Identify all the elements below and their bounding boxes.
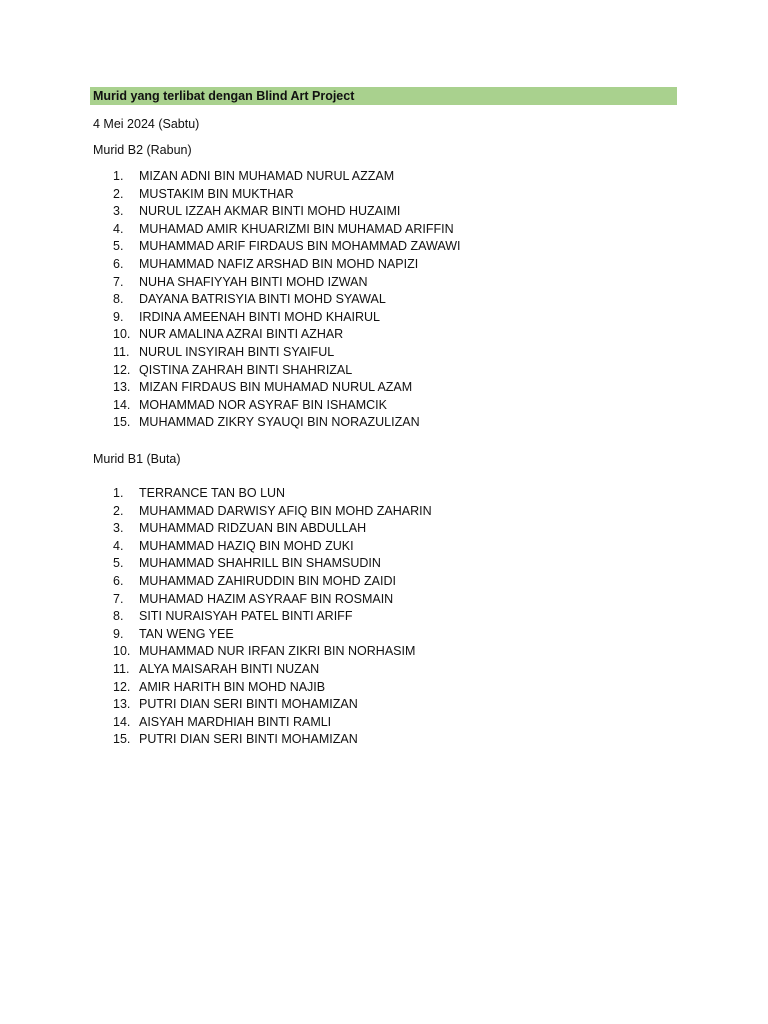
student-name: MUHAMMAD HAZIQ BIN MOHD ZUKI	[139, 538, 354, 553]
item-number: 15.	[113, 732, 131, 747]
item-number: 2.	[113, 503, 124, 518]
item-number: 15.	[113, 415, 131, 430]
student-name: SITI NURAISYAH PATEL BINTI ARIFF	[139, 609, 353, 624]
item-number: 9.	[113, 626, 124, 641]
item-number: 1.	[113, 486, 124, 500]
student-name: NURUL INSYIRAH BINTI SYAIFUL	[139, 344, 335, 359]
item-number: 6.	[113, 573, 124, 588]
student-name: MIZAN ADNI BIN MUHAMAD NURUL AZZAM	[139, 169, 395, 183]
item-number: 10.	[113, 327, 131, 342]
item-number: 10.	[113, 644, 131, 659]
item-number: 13.	[113, 697, 131, 712]
item-number: 11.	[113, 661, 130, 676]
title-highlight	[90, 87, 677, 105]
group-heading-b1: Murid B1 (Buta)	[93, 452, 181, 466]
item-number: 6.	[113, 256, 124, 271]
item-number: 9.	[113, 309, 124, 324]
item-number: 3.	[113, 521, 124, 536]
student-name: NURUL IZZAH AKMAR BINTI MOHD HUZAIMI	[139, 204, 401, 219]
item-number: 4.	[113, 221, 124, 236]
student-name: NUHA SHAFIYYAH BINTI MOHD IZWAN	[139, 274, 368, 289]
item-number: 2.	[113, 186, 124, 201]
student-name: TERRANCE TAN BO LUN	[139, 486, 286, 500]
item-number: 8.	[113, 609, 124, 624]
item-number: 12.	[113, 362, 131, 377]
student-name: ALYA MAISARAH BINTI NUZAN	[139, 661, 320, 676]
student-name: NUR AMALINA AZRAI BINTI AZHAR	[139, 327, 344, 342]
student-name: AMIR HARITH BIN MOHD NAJIB	[139, 679, 326, 694]
student-name: MUHAMMAD ZAHIRUDDIN BIN MOHD ZAIDI	[139, 573, 396, 588]
student-name: MUHAMMAD DARWISY AFIQ BIN MOHD ZAHARIN	[139, 503, 432, 518]
item-number: 14.	[113, 714, 131, 729]
student-name: MIZAN FIRDAUS BIN MUHAMAD NURUL AZAM	[139, 380, 413, 395]
item-number: 14.	[113, 397, 131, 412]
student-name: IRDINA AMEENAH BINTI MOHD KHAIRUL	[139, 309, 381, 324]
student-name: MUHAMMAD RIDZUAN BIN ABDULLAH	[139, 521, 367, 536]
item-number: 7.	[113, 591, 124, 606]
item-number: 11.	[113, 344, 130, 359]
item-number: 1.	[113, 169, 124, 183]
item-number: 7.	[113, 274, 124, 289]
student-name: MOHAMMAD NOR ASYRAF BIN ISHAMCIK	[139, 397, 387, 412]
item-number: 8.	[113, 292, 124, 307]
event-date: 4 Mei 2024 (Sabtu)	[93, 117, 200, 131]
student-name: MUHAMMAD ZIKRY SYAUQI BIN NORAZULIZAN	[139, 415, 420, 430]
item-number: 5.	[113, 556, 124, 571]
item-number: 13.	[113, 380, 131, 395]
student-name: MUHAMMAD NAFIZ ARSHAD BIN MOHD NAPIZI	[139, 256, 419, 271]
group-heading-b2: Murid B2 (Rabun)	[93, 143, 192, 157]
student-name: AISYAH MARDHIAH BINTI RAMLI	[139, 714, 332, 729]
student-name: MUHAMAD AMIR KHUARIZMI BIN MUHAMAD ARIFFIN	[139, 221, 454, 236]
student-name: MUHAMMAD ARIF FIRDAUS BIN MOHAMMAD ZAWAWI	[139, 239, 461, 254]
student-name: PUTRI DIAN SERI BINTI MOHAMIZAN	[139, 697, 358, 712]
item-number: 5.	[113, 239, 124, 254]
document-title: Murid yang terlibat dengan Blind Art Project	[93, 89, 355, 103]
item-number: 4.	[113, 538, 124, 553]
item-number: 3.	[113, 204, 124, 219]
student-name: MUSTAKIM BIN MUKTHAR	[139, 186, 294, 201]
student-name: PUTRI DIAN SERI BINTI MOHAMIZAN	[139, 732, 358, 747]
item-number: 12.	[113, 679, 131, 694]
student-name: QISTINA ZAHRAH BINTI SHAHRIZAL	[139, 362, 353, 377]
student-name: MUHAMAD HAZIM ASYRAAF BIN ROSMAIN	[139, 591, 394, 606]
student-name: DAYANA BATRISYIA BINTI MOHD SYAWAL	[139, 292, 386, 307]
student-name: MUHAMMAD SHAHRILL BIN SHAMSUDIN	[139, 556, 381, 571]
student-name: MUHAMMAD NUR IRFAN ZIKRI BIN NORHASIM	[139, 644, 416, 659]
student-name: TAN WENG YEE	[139, 626, 234, 641]
